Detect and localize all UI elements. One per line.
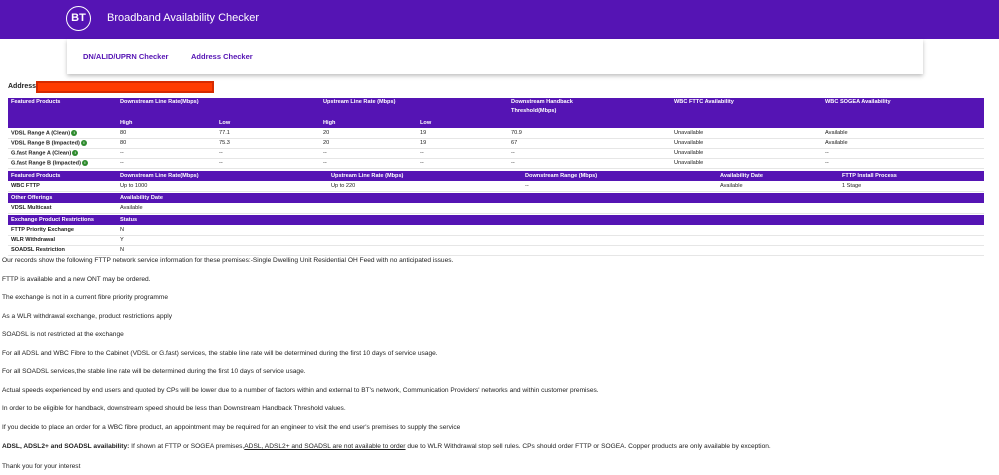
info-paragraph: If you decide to place an order for a WBC fibre product, an appointment may be required for an engineer to visit the end user's premises to supply the service	[2, 424, 461, 431]
table-row	[8, 148, 984, 158]
column-header: Downstream Line Rate(Mbps)	[117, 98, 320, 118]
table-cell: 20	[320, 128, 417, 138]
info-paragraph: FTTP is available and a new ONT may be ordered.	[2, 276, 151, 283]
restriction-name: WLR Withdrawal	[8, 235, 117, 245]
table-cell: --	[216, 158, 320, 168]
table-row	[8, 138, 984, 148]
table-cell: 20	[320, 138, 417, 148]
info-paragraph: For all ADSL and WBC Fibre to the Cabinet (VDSL or G.fast) services, the stable line rate will be determined during the first 10 days of service usage.	[2, 350, 438, 357]
notice-heading: ADSL, ADSL2+ and SOADSL availability:	[2, 443, 130, 450]
checker-tabs	[67, 39, 923, 74]
product-name: WBC FTTP	[8, 181, 117, 191]
column-header	[508, 98, 671, 118]
table-row	[8, 203, 984, 213]
table-row	[8, 235, 984, 245]
column-header-line: Threshold(Mbps)	[511, 108, 557, 114]
table-cell: 80	[117, 138, 216, 148]
column-header: Featured Products	[8, 171, 117, 181]
product-name: VDSL Range A (Clean)	[11, 129, 71, 136]
column-subheader: Low	[417, 118, 508, 128]
column-subheader: High	[320, 118, 417, 128]
info-paragraph: The exchange is not in a current fibre priority programme	[2, 294, 169, 301]
column-header: Downstream Range (Mbps)	[522, 171, 717, 181]
table-cell: Y	[117, 235, 984, 245]
table-cell: Unavailable	[671, 138, 822, 148]
restriction-name: SOADSL Restriction	[8, 245, 117, 255]
table-cell: --	[508, 158, 671, 168]
table-cell: --	[822, 148, 984, 158]
restriction-name: FTTP Priority Exchange	[8, 225, 117, 235]
table-cell: Unavailable	[671, 148, 822, 158]
app-title: Broadband Availability Checker	[107, 12, 260, 24]
featured-products-table	[8, 98, 984, 169]
tab-address-checker[interactable]: Address Checker	[191, 52, 253, 61]
table-cell: 75.3	[216, 138, 320, 148]
product-name: G.fast Range A (Clean)	[11, 150, 72, 157]
notice-text: If shown at FTTP or SOGEA premises,	[129, 443, 245, 450]
column-header: Status	[117, 215, 984, 225]
table-cell: --	[320, 158, 417, 168]
table-cell: 19	[417, 138, 508, 148]
product-name: VDSL Multicast	[8, 203, 117, 213]
column-header: WBC SOGEA Availability	[822, 98, 984, 118]
info-icon[interactable]: i	[82, 160, 88, 166]
table-cell: 67	[508, 138, 671, 148]
bt-logo: BT	[66, 6, 91, 31]
column-header: Exchange Product Restrictions	[8, 215, 117, 225]
info-paragraph: Actual speeds experienced by end users and quoted by CPs will be lower due to a number of factors within and external to BT's network, Communication Providers' networks and within customer premises.	[2, 387, 599, 394]
column-subheader: Low	[216, 118, 320, 128]
table-cell: Unavailable	[671, 128, 822, 138]
info-icon[interactable]: i	[81, 140, 87, 146]
column-subheader	[508, 118, 671, 128]
address-field[interactable]	[36, 81, 214, 93]
info-paragraph: As a WLR withdrawal exchange, product restrictions apply	[2, 313, 173, 320]
notice-underlined: ADSL, ADSL2+ and SOADSL are not available to order	[244, 443, 406, 450]
table-cell: N	[117, 225, 984, 235]
column-subheader: High	[117, 118, 216, 128]
table-row	[8, 158, 984, 168]
column-header: Downstream Line Rate(Mbps)	[117, 171, 328, 181]
table-cell: 77.1	[216, 128, 320, 138]
table-cell: Unavailable	[671, 158, 822, 168]
info-paragraph: SOADSL is not restricted at the exchange	[2, 331, 124, 338]
table-cell: --	[320, 148, 417, 158]
info-paragraph: Our records show the following FTTP network service information for these premises:-Single Dwelling Unit Residential OH Feed with no anticipated issues.	[2, 257, 454, 264]
column-subheader	[822, 118, 984, 128]
fttp-products-table	[8, 171, 984, 192]
column-header: WBC FTTC Availability	[671, 98, 822, 118]
column-header: Featured Products	[8, 98, 117, 118]
table-cell: --	[417, 148, 508, 158]
tab-dn-alid-uprn-checker[interactable]: DN/ALID/UPRN Checker	[83, 52, 169, 61]
availability-notice	[2, 443, 771, 450]
table-cell: --	[522, 181, 717, 191]
info-icon[interactable]: i	[71, 130, 77, 136]
table-cell: Up to 220	[328, 181, 522, 191]
column-header: Upstream Line Rate (Mbps)	[320, 98, 508, 118]
table-cell: 1 Stage	[839, 181, 984, 191]
info-paragraph: In order to be eligible for handback, downstream speed should be less than Downstream Handback Threshold values.	[2, 405, 346, 412]
info-paragraph: For all SOADSL services,the stable line rate will be determined during the first 10 days of service usage.	[2, 368, 306, 375]
table-cell: --	[417, 158, 508, 168]
table-cell: 19	[417, 128, 508, 138]
notice-text: due to WLR Withdrawal stop sell rules. CPs should order FTTP or SOGEA. Copper products are only available by exception.	[405, 443, 771, 450]
table-cell: Up to 1000	[117, 181, 328, 191]
exchange-restrictions-table	[8, 215, 984, 256]
table-cell: N	[117, 245, 984, 255]
table-row	[8, 128, 984, 138]
column-subheader	[8, 118, 117, 128]
table-cell: 80	[117, 128, 216, 138]
app-header	[0, 0, 999, 39]
table-cell: 70.9	[508, 128, 671, 138]
column-header: Other Offerings	[8, 193, 117, 203]
product-name: G.fast Range B (Impacted)	[11, 160, 81, 167]
table-cell: --	[216, 148, 320, 158]
table-row	[8, 225, 984, 235]
column-header-line: Downstream Handback	[511, 99, 573, 105]
table-row	[8, 245, 984, 255]
table-cell: Available	[822, 128, 984, 138]
product-name: VDSL Range B (Impacted)	[11, 140, 80, 147]
table-cell: --	[822, 158, 984, 168]
column-subheader	[671, 118, 822, 128]
column-header: FTTP Install Process	[839, 171, 984, 181]
table-cell: --	[508, 148, 671, 158]
address-label: Address	[8, 83, 37, 90]
table-cell: Available	[822, 138, 984, 148]
closing-message: Thank you for your interest	[2, 463, 81, 470]
table-cell: Available	[117, 203, 984, 213]
other-offerings-table	[8, 193, 984, 214]
table-cell: Available	[717, 181, 839, 191]
info-icon[interactable]: i	[72, 150, 78, 156]
column-header: Availability Date	[717, 171, 839, 181]
table-cell: --	[117, 158, 216, 168]
table-cell: --	[117, 148, 216, 158]
table-row	[8, 181, 984, 191]
column-header: Upstream Line Rate (Mbps)	[328, 171, 522, 181]
column-header: Availability Date	[117, 193, 984, 203]
